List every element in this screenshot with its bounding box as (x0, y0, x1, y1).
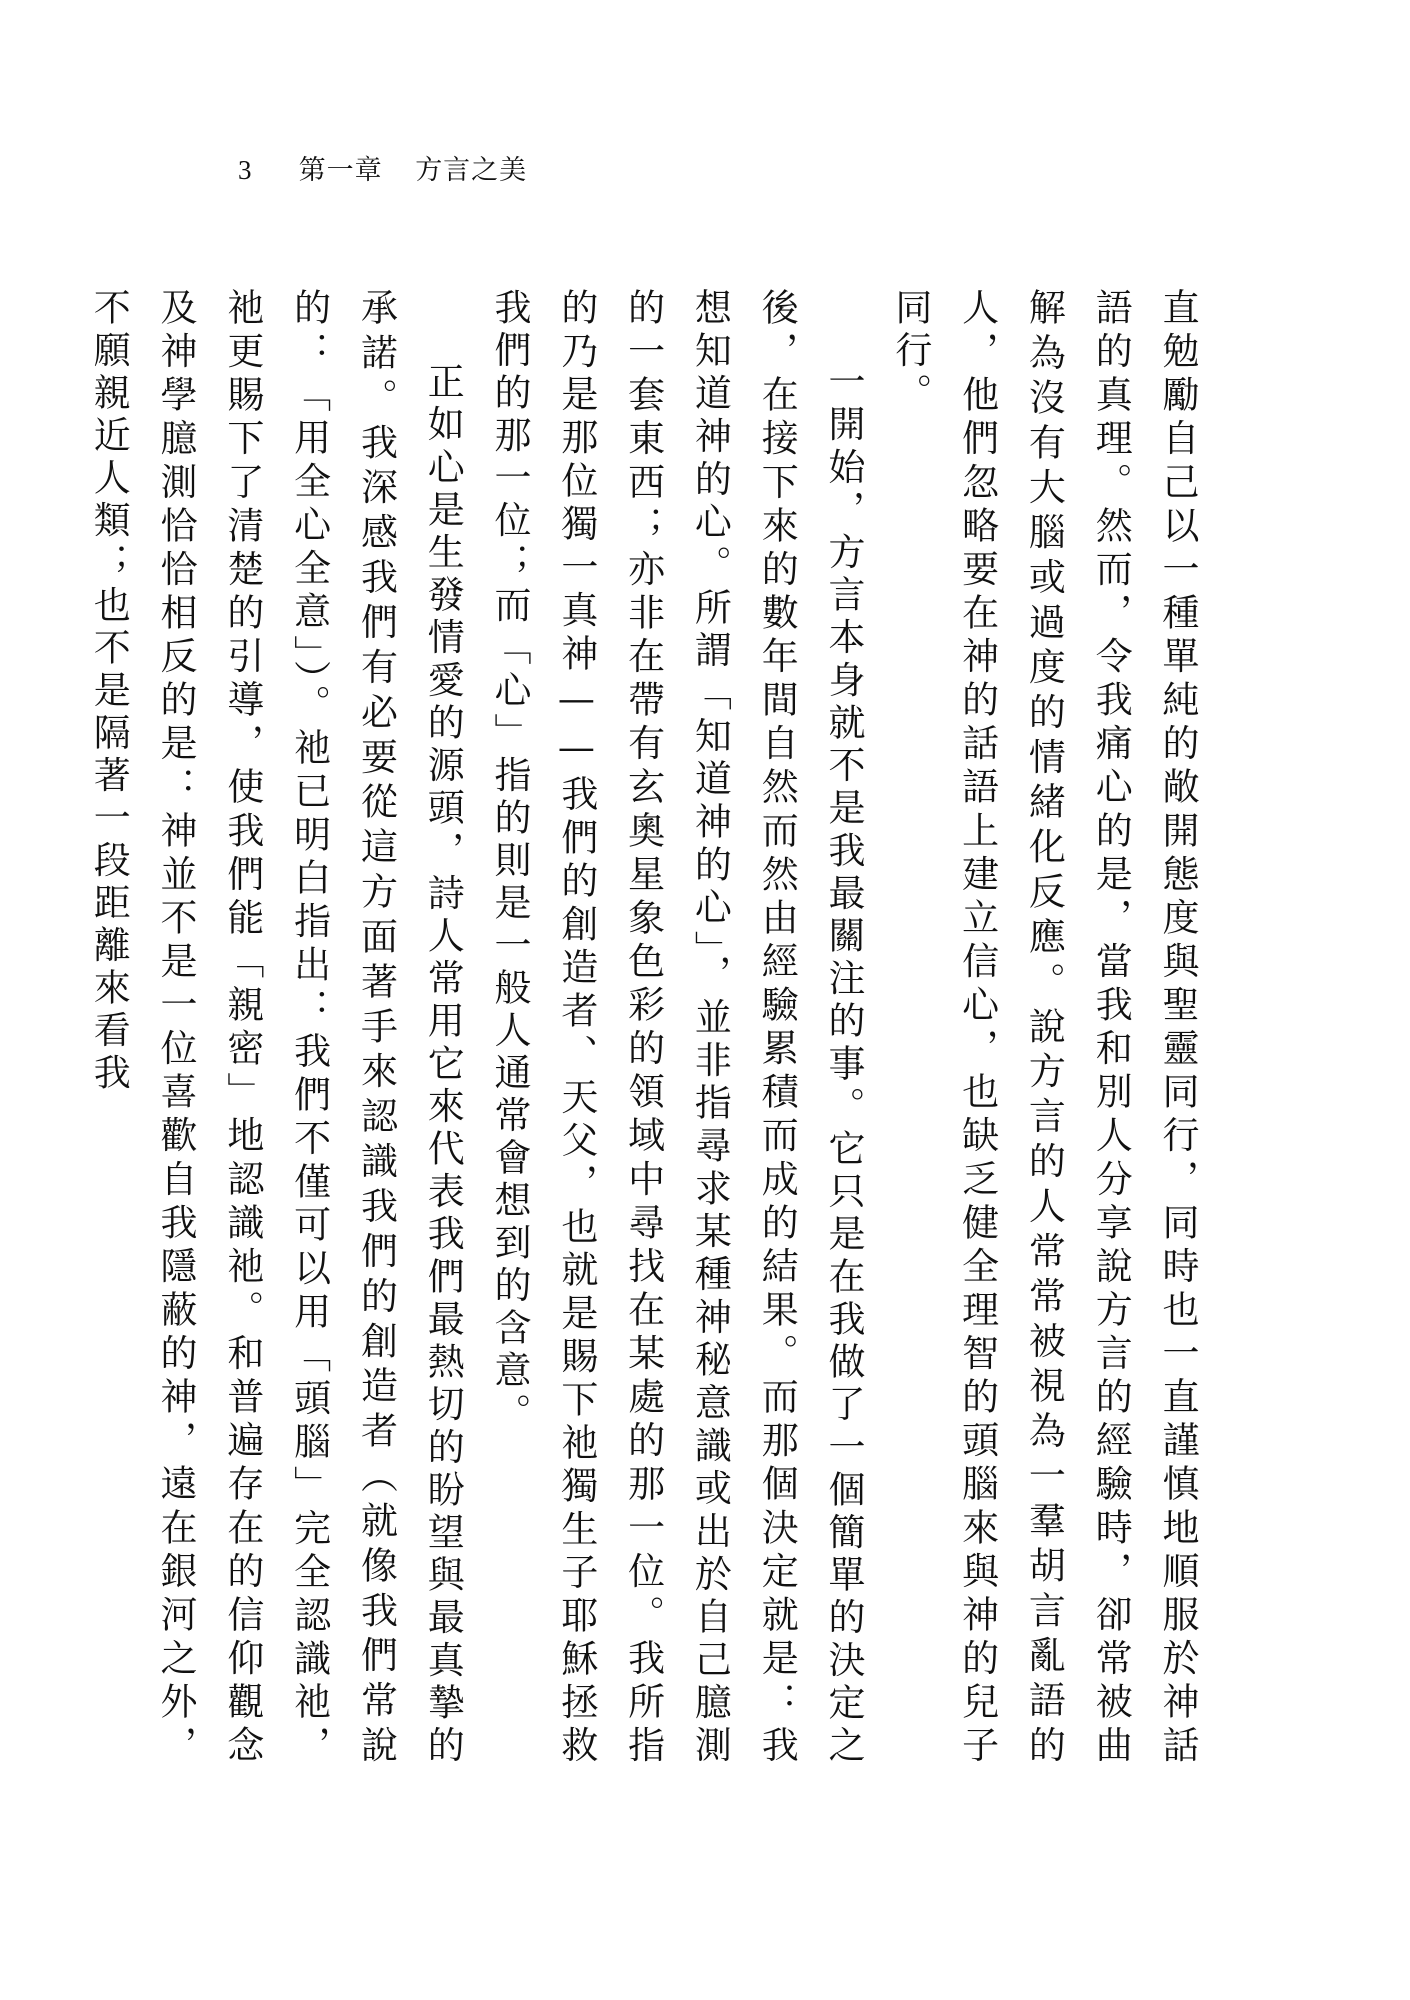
page-number: 3 (238, 155, 252, 185)
page-header (238, 148, 527, 192)
chapter-title: 方言之美 (415, 155, 528, 186)
body-text (87, 288, 1210, 1768)
paragraph-3: 正如心是生發情愛的源頭，詩人常用它來代表我們最熱切的盼望與最真摯的承諾。我深感我們有必要從這方面著手來認識我們的創造者（就像我們常說的：「用全心全意」）。祂已明白指出：我們不僅可以用「頭腦」完全認識祂，祂更賜下了清楚的引導，使我們能「親密」地認識祂。和普遍存在的信仰觀念及神學臆測恰恰相反的是：神並不是一位喜歡自我隱蔽的神，遠在銀河之外，不願親近人類；也不是隔著一段距離來看我 (87, 288, 465, 1768)
paragraph-2: 一開始，方言本身就不是我最關注的事。它只是在我做了一個簡單的決定之後，在接下來的數年間自然而然由經驗累積而成的結果。而那個決定就是：我想知道神的心。所謂「知道神的心」，並非指尋求某種神秘意識或出於自己臆測的一套東西；亦非在帶有玄奧星象色彩的領域中尋找在某處的那一位。我所指的乃是那位獨一真神——我們的創造者、天父，也就是賜下祂獨生子耶穌拯救我們的那一位；而「心」指的則是一般人通常會想到的含意。 (488, 288, 866, 1768)
chapter-label: 第一章 (298, 155, 383, 186)
paragraph-1: 直勉勵自己以一種單純的敞開態度與聖靈同行，同時也一直謹慎地順服於神話語的真理。然而，令我痛心的是，當我和別人分享說方言的經驗時，卻常被曲解為沒有大腦或過度的情緒化反應。說方言的人常常被視為一羣胡言亂語的人，他們忽略要在神的話語上建立信心，也缺乏健全理智的頭腦來與神的兒子同行。 (888, 288, 1199, 1768)
